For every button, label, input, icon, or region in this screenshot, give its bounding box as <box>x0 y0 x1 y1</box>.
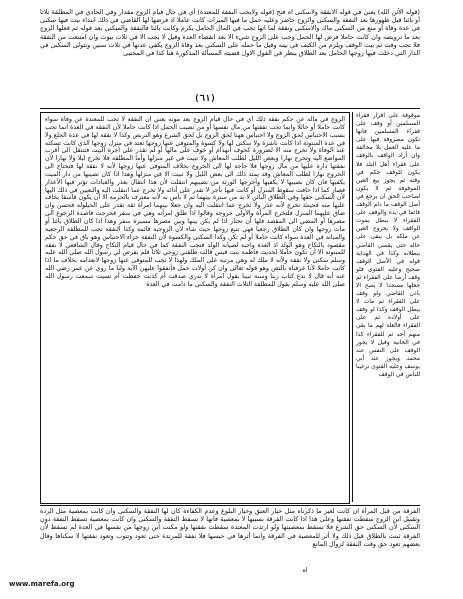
top-divider <box>40 108 420 109</box>
main-commentary: الزوج في ماله عن حكم نفقة ذلك أي في حال قيام الزوج بعد موته يعني أن النفقة لا تجب للمعتدة عن وفاة سواء كانت حاملا أو حائلا وانما تجب نفقتها من مال نفسها أو من نصيب الحمل اذا كانت حاملا لأن النفقة في العدة انما تجب بسبب الاحتباس لحق الزوج ولا احتباس ههنا لحق الزوج بل لحق الشرع وهو التربص وكذا لا نفقة لها في عدة الخلع ولا في عدة المبتوتة اذا كانت ناشزة ولا سكنى لها ولا كسوة والمتوفى عنها زوجها تعتد في منزل زوجها الذي كانت تسكنه عند الوفاة ولا تخرج منه الا لضرورة كخوف انهدام أو خوف على مالها أو لم تقدر على أجرة البيت فتنتقل الى أقرب المواضع اليه وتخرج نهارا وبعض الليل لطلب المعاش ولا تبيت في غير منزلها وأما المطلقة فلا تخرج ليلا ولا نهارا لأن نفقتها دارة عليها من مال زوجها فلا حاجة لها الى الخروج بخلاف المتوفى عنها زوجها لأنه لا نفقة لها فتحتاج الى الخروج نهارا لطلب المعاش وقد يمتد ذلك الى بعض الليل ولا تبيت الا في منزلها وهذا اذا كان نصيبها من دار الميت يكفيها فان كان نصيبها لا يكفيها وأخرجها الورثة من نصيبهم انتقلت لأن هذا انتقال بعذر والعبادات تؤثر فيها الأعذار فصار كما اذا خافت سقوط المنزل أو كانت فيها بأجر لا تقدر على أدائه ولا تخرج عما انتقلت اليه والتعيين في ذلك اليها لأن السكنى حقها وفي الطلاق البائن لا بد من سترة بينهما ثم لا بأس به لأنه معترف بالحرمة الا أن يكون فاسقا يخاف عليها منه فحينئذ تخرج لأنه عذر ولا تخرج عما انتقلت اليه وان جعلا بينهما امرأة ثقة تقدر على الحيلولة فحسن وان ضاق عليهما المنزل فلتخرج المرأة والأولى خروجه وقالوا اذا طلق امرأته وهي في سفر فخرجت قاصدة الرجوع الى مصرها أو المضي الى المقصد فلها أن تختار اذا لم يكن بينها وبين مصرها مسيرة سفر وهذا اذا كان الطلاق بائنا أو مات زوجها وان كان الطلاق رجعيا فهي تتبع زوجها حيث شاء لأن الزوجية قائمة وكذا النفقة تجب للمطلقة الرجعية والمبانة في العدة سواء كانت حاملا أو لم تكن وكذا السكنى والكسوة لأن النفقة جزاء الاحتباس وهو باق في حق حكم مقصود بالنكاح وهو الولد اذ العدة واجبة لصيانة الولد فتجب النفقة كما في حال قيام النكاح وقال الشافعي لا نفقة للمبتوتة الا أن تكون حاملا لحديث فاطمة بنت قيس قالت طلقني زوجي ثلاثا فلم يفرض لي رسول الله صلى الله عليه وسلم سكنى ولا نفقة ولأنه لا ملك له وهي مرتبة على الملك ولهذا لا تجب للمتوفى عنها زوجها لانعدامه بخلاف ما اذا كانت حاملا لأنا عرفناه بالنص وهو قوله تعالى وان كن أولات حمل فأنفقوا عليهن الآية ولنا ما روي عن عمر رضي الله عنه أنه قال لا ندع كتاب ربنا وسنة نبينا بقول امرأة لا ندري صدقت أم كذبت حفظت أم نسيت سمعت رسول الله صلى الله عليه وسلم يقول للمطلقة الثلاث النفقة والسكنى ما دامت في العدة <box>45 116 345 288</box>
top-commentary: (قوله الأئن الله) يعني في قوله الانفقة ولاسكنى اه فتح (قوله ولايجب النفقة للمعتدة) أي في حال قيام الزوج مقدار وفي الحادي في المطلقة ثلاثا أو بائنا قبل ظهورها بعد النفقة والسكنى والزوج حاضر وعليه حمل ما فيها الميراث كانت عاملا اذ فرضها لها القاضي في ذلك ابتداء بيت فيها سكنى في عدة وفاة أو منع من السكنى ماك والاسكنى ونفقة لما انها تجب في المال الحامل يكرم وكانت بائنا فالنفقة والسكنى بعد قوله ثم فعلها الزوج بعد ما ترويضه وان كانت حاملا فرض لها الحمل وجب على الزوج شيء الا بعد انقضاء العدة وقيل لا يجب الا في ثلاث بيوت وان امتنعت من النفقة فلا تجب وقت ثم بيت الوقف ويلزم من الكنف في بيته وقيل ما حمله على السكنى بعد وفاة الزوج يكفي عدتها في ثلاث سنين وتتولى السكنى في الدار التي دخلت فيها زوجها الحامل بعد الطلاق ينظر في القول الاول قضيته المسألة المذكورة هنا كذا في المجتبى <box>40 8 420 58</box>
main-commentary-frame <box>40 112 350 504</box>
margin-commentary: موقوفة على اقرار فقراء المسلمين أو وقف على فقراء المسلمين فانها تكون مصروفة فيها على ما عليه العمل بلا مخالفة وان أراد الواقف بالوقف على فقراء أهل البلد فلا يكون للوقف حكم في وقته ثم يجوز بيع العين الموقوفة ثم لا يكون لصاحب الحق ان يرجع في أصل الوقف ما دام الوقف قائما في يده والوقف على الفقراء لا يبطل بموت الواقف ولا بخروج العين عن ملكه بل يبقى على حاله حتى يقضي القاضي ببطلانه وكذا في الهداية قوله في الأصل الوقف صحيح وعليه الفتوى فلو وقف أرضا على الفقراء ثم جعلها مسجدا لا يصح الا باذن القاضي ولو وقف على الفقراء ثم مات لا يبطل الوقف وكذا لو وقف على أولاده ثم على الفقراء فالغلة لهم ما بقي منهم أحد ثم للفقراء كذا في الخانية وقيل لا يجوز الوقف على النفس عند محمد ويجوز عند أبي يوسف وعليه الفتوى ترغيبا للناس في الوقف <box>352 112 420 502</box>
page-number: (٦١) <box>194 94 216 104</box>
bottom-end-mark: اه <box>302 566 308 574</box>
bottom-divider <box>40 505 420 506</box>
bottom-commentary: الفرقة من قبل المرأة ان كانت لغير ما ذكرناه مثل خيار العتق وخيار البلوغ وعدم الكفاءة كان لها النفقة والسكنى وان كانت بمعصية مثل الردة وتقبيل ابن الزوج سقطت نفقتها وعلى هذا اذا كانت الفرقة بسببها لا بمعصية فانها لا تسقط النفقة والسكنى وان كانت بمعصية تسقط النفقة دون السكنى لأن السكنى حق الشرع فلا تسقط بمعصيتها ولو ارتدت المعتدة سقطت نفقتها ولو مكنت ابن زوجها من نفسها في العدة لم تسقط لأن الفرقة ثبتت بالطلاق قبل ذلك ولا أثر للمعصية في الفرقة وانما أثرها في حبسها فلا نفقة للمرتدة حتى تعود وتتوب وتعود نفقتها لا سكناها وقال بعضهم تعود حق وقت النفقة لزوال المانع <box>40 507 420 548</box>
footer-url[interactable]: www.marefa.org <box>9 580 75 588</box>
